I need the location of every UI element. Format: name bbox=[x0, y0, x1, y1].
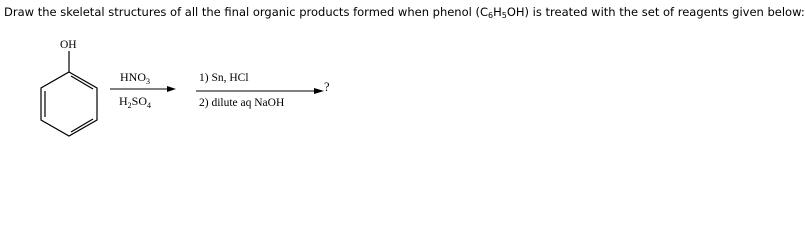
step1-arrowhead bbox=[167, 86, 176, 92]
benzene-ring bbox=[41, 72, 97, 136]
formula-subscript-5: 5 bbox=[501, 11, 507, 20]
formula-subscript-6: 6 bbox=[488, 11, 494, 20]
step2-reagent-top: 1) Sn, HCl bbox=[199, 72, 249, 84]
ring-double-bond-2 bbox=[71, 119, 93, 132]
formula-h: H bbox=[493, 5, 502, 19]
step1 bbox=[110, 70, 176, 110]
oh-label: OH bbox=[60, 39, 77, 51]
question-prefix: Draw the skeletal structures of all the final organic products formed when phenol (C bbox=[4, 5, 488, 19]
step2-arrowhead bbox=[314, 88, 324, 94]
ring-double-bond-3 bbox=[71, 76, 93, 89]
step1-reagent-top: $HNO_3$ bbox=[120, 70, 150, 86]
question-suffix: OH) is treated with the set of reagents given below: bbox=[506, 5, 805, 19]
product-unknown: ? bbox=[324, 80, 330, 94]
step1-reagent-bottom: $H_2SO_4$ bbox=[119, 94, 152, 110]
step2 bbox=[196, 72, 324, 109]
phenol-structure bbox=[41, 39, 97, 136]
step2-reagent-bottom: 2) dilute aq NaOH bbox=[199, 97, 285, 109]
